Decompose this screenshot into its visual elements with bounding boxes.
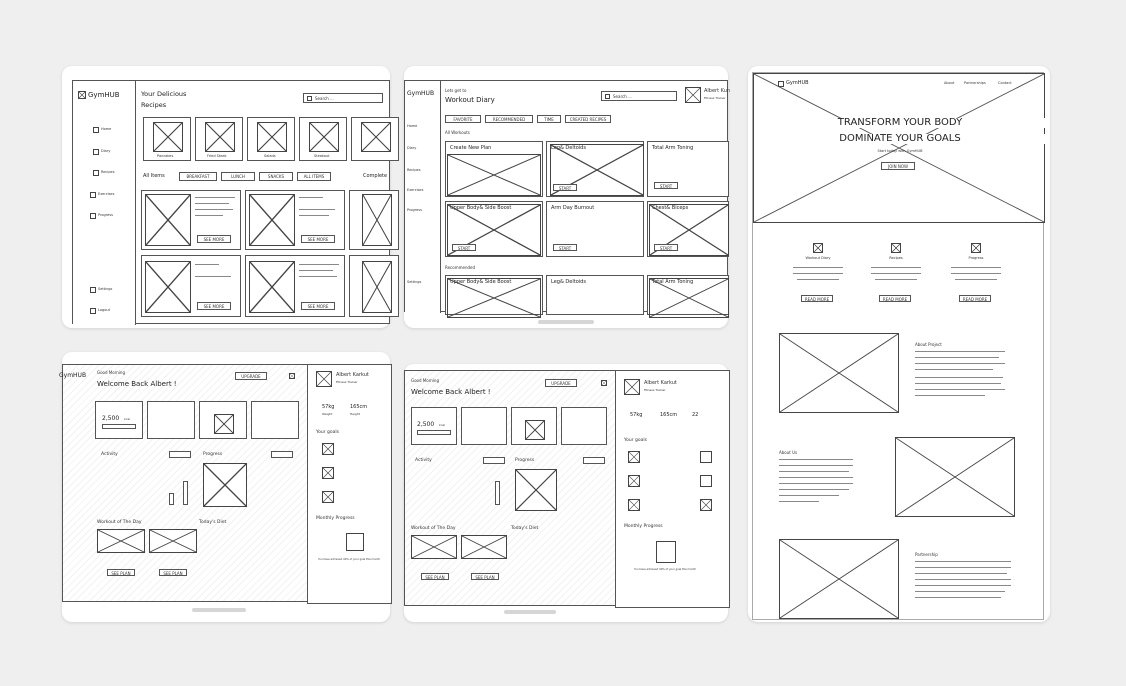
- sidebar-item-settings[interactable]: Settings: [98, 287, 113, 291]
- workout-card[interactable]: [546, 141, 644, 197]
- about-us-title: About Us: [779, 450, 798, 455]
- greeting: Good Morning: [411, 378, 439, 383]
- workout-title: Chest& Biceps: [652, 205, 689, 211]
- workout-day-label: Workout of The Day: [97, 520, 142, 525]
- category-label: Fried Steak: [207, 154, 227, 158]
- stat-card: [251, 401, 299, 439]
- progress-dropdown[interactable]: [583, 457, 605, 464]
- workout-title: Arm Day Burnout: [551, 205, 595, 211]
- about-us-image: [895, 437, 1015, 517]
- goal-icon: [628, 451, 640, 463]
- category-image: [361, 122, 391, 152]
- sidebar-item-diary[interactable]: Diary: [101, 149, 111, 153]
- partnership-image: [779, 539, 899, 619]
- recipe-card: [349, 190, 399, 250]
- brand-name: GymHUB: [59, 372, 87, 379]
- see-plan-button[interactable]: SEE PLAN: [107, 569, 135, 576]
- activity-bar: [169, 493, 174, 505]
- progress-dropdown[interactable]: [271, 451, 293, 458]
- workout-title: Total Arm Toning: [652, 279, 694, 285]
- workout-day-label: Workout of The Day: [411, 526, 456, 531]
- see-more-button[interactable]: SEE MORE: [301, 235, 335, 243]
- progress-label: Progress: [203, 452, 223, 457]
- scroll-handle[interactable]: [504, 610, 556, 614]
- stat-image: [214, 414, 234, 434]
- progress-label: Progress: [515, 458, 535, 463]
- nav-about[interactable]: About: [944, 81, 955, 85]
- dashboard-frame-2: [404, 370, 728, 606]
- feature-read-more[interactable]: READ MORE: [879, 295, 911, 302]
- category-image: [205, 122, 235, 152]
- tab-favorite[interactable]: FAVORITE: [445, 115, 481, 123]
- landing-frame: [752, 72, 1044, 620]
- monthly-progress-label: Monthly Progress: [624, 524, 663, 529]
- brand-name: GymHUB: [88, 91, 120, 99]
- feature-title: Recipes: [889, 256, 903, 260]
- complete-label: Complete: [363, 173, 388, 179]
- profile-name: Albert Karkut: [644, 380, 677, 386]
- category-image: [153, 122, 183, 152]
- feature-read-more[interactable]: READ MORE: [959, 295, 991, 302]
- goal-icon: [322, 467, 334, 479]
- progress-icon[interactable]: [90, 213, 96, 219]
- logout-icon[interactable]: [90, 308, 96, 314]
- age-value: 22: [692, 412, 699, 418]
- stat-card: [561, 407, 607, 445]
- workout-image: [447, 154, 541, 196]
- height-label: Height: [350, 412, 360, 416]
- hero-section: [753, 73, 1045, 223]
- user-name: Albert Kun: [704, 88, 731, 94]
- partnership-title: Partnership: [915, 552, 938, 557]
- recipe-card: [141, 255, 241, 317]
- sidebar-item-recipes[interactable]: Recipes: [407, 168, 421, 172]
- workout-card[interactable]: [445, 201, 543, 257]
- home-icon[interactable]: [93, 127, 99, 133]
- filter-breakfast[interactable]: BREAKFAST: [179, 172, 217, 181]
- see-plan-button[interactable]: SEE PLAN: [159, 569, 187, 576]
- hero-title-1: TRANSFORM YOUR BODY: [754, 118, 1046, 128]
- see-plan-button[interactable]: SEE PLAN: [421, 573, 449, 580]
- recipe-image: [249, 194, 295, 246]
- tab-recommended[interactable]: RECOMMENDED: [485, 115, 533, 123]
- workout-card[interactable]: [647, 201, 729, 257]
- stat-image: [525, 420, 545, 440]
- profile-role: Fitness Trainer: [336, 380, 358, 384]
- hero-title-2: DOMINATE YOUR GOALS: [754, 134, 1046, 144]
- stat-card: [147, 401, 195, 439]
- category-image: [257, 122, 287, 152]
- see-plan-button[interactable]: SEE PLAN: [471, 573, 499, 580]
- sidebar-item-recipes[interactable]: Recipes: [101, 170, 115, 174]
- stat-value: 2,500: [417, 421, 435, 428]
- profile-avatar: [624, 379, 640, 395]
- goal-icon: [322, 443, 334, 455]
- user-role: Fitness Trainer: [704, 96, 726, 100]
- filter-lunch[interactable]: LUNCH: [221, 172, 255, 181]
- activity-dropdown[interactable]: [169, 451, 191, 458]
- start-button[interactable]: START: [553, 184, 577, 191]
- start-button[interactable]: START: [452, 244, 476, 251]
- goal-icon: [628, 499, 640, 511]
- stat-value: 2,500: [102, 415, 120, 422]
- monthly-chart: [346, 533, 364, 551]
- section-all-workouts: All Workouts: [445, 130, 470, 135]
- activity-label: Activity: [101, 452, 118, 457]
- profile-panel: [307, 364, 392, 604]
- search-icon: [307, 96, 312, 101]
- progress-bar: [102, 424, 136, 429]
- nav-partnerships[interactable]: Partnerships: [964, 81, 986, 85]
- feature-icon: [813, 243, 823, 253]
- feature-read-more[interactable]: READ MORE: [801, 295, 833, 302]
- sidebar-item-progress[interactable]: Progress: [98, 213, 113, 217]
- recipes-title-2: Recipes: [141, 101, 167, 109]
- search-placeholder: Search ...: [613, 94, 632, 99]
- tab-created-recipes[interactable]: CREATED RECIPES: [565, 115, 611, 123]
- category-image: [309, 122, 339, 152]
- diary-icon[interactable]: [93, 149, 99, 155]
- diary-sidebar: [405, 81, 441, 313]
- diary-subtitle: Lets get to: [445, 88, 467, 93]
- sidebar-item-logout[interactable]: Logout: [98, 308, 110, 312]
- filter-all-items[interactable]: ALL ITEMS: [297, 172, 331, 181]
- goals-label: Your goals: [624, 438, 647, 443]
- recipe-image: [249, 261, 295, 313]
- workout-card[interactable]: [445, 141, 543, 197]
- scroll-handle[interactable]: [192, 608, 246, 612]
- exercises-icon[interactable]: [90, 192, 96, 198]
- sidebar-item-exercises[interactable]: Exercises: [407, 188, 424, 192]
- diary-frame: [404, 80, 731, 312]
- workout-title: Upper Body& Side Boost: [450, 279, 512, 285]
- profile-name: Albert Karkut: [336, 372, 369, 378]
- stat-unit: kcal: [439, 423, 446, 427]
- height-value: 165cm: [660, 412, 678, 418]
- about-project-image: [779, 333, 899, 413]
- recipe-image: [145, 194, 191, 246]
- close-icon[interactable]: [601, 380, 607, 386]
- hero-subtitle: Start today with GymHUB: [877, 149, 923, 153]
- goal-action-icon[interactable]: [700, 451, 712, 463]
- height-value: 165cm: [350, 404, 368, 410]
- todays-diet-label: Today's Diet: [199, 520, 227, 525]
- diary-card: [404, 66, 731, 328]
- goal-icon: [322, 491, 334, 503]
- recipe-image: [362, 261, 392, 313]
- category-pancakes[interactable]: [143, 117, 191, 161]
- monthly-progress-label: Monthly Progress: [316, 516, 355, 521]
- workout-title: Total Arm Toning: [652, 145, 694, 151]
- about-project-title: About Project: [915, 342, 942, 347]
- recommended-card[interactable]: [445, 275, 543, 315]
- welcome-title: Welcome Back Albert !: [97, 380, 177, 388]
- progress-chart: [203, 463, 247, 507]
- todays-diet-label: Today's Diet: [511, 526, 539, 531]
- start-button[interactable]: START: [654, 244, 678, 251]
- workout-title: Leg& Deltoids: [551, 145, 586, 151]
- recipes-frame: [72, 80, 390, 324]
- workout-image: [149, 529, 197, 553]
- stat-unit: kcal: [124, 417, 131, 421]
- profile-avatar: [316, 371, 332, 387]
- workout-title: Leg& Deltoids: [551, 279, 586, 285]
- sidebar-item-home[interactable]: Home: [407, 124, 418, 128]
- recipe-image: [362, 194, 392, 246]
- stat-card: [199, 401, 247, 439]
- sidebar-item-settings[interactable]: Settings: [407, 280, 422, 284]
- category-steakout[interactable]: [299, 117, 347, 161]
- see-more-button[interactable]: SEE MORE: [197, 302, 231, 310]
- brand-name: GymHUB: [407, 90, 435, 97]
- start-button[interactable]: START: [553, 244, 577, 251]
- goal-action-icon[interactable]: [700, 475, 712, 487]
- sidebar-item-home[interactable]: Home: [101, 127, 112, 131]
- activity-bar: [495, 481, 500, 505]
- recipe-card: [245, 255, 345, 317]
- workout-image: [447, 278, 541, 318]
- category-salads[interactable]: [247, 117, 295, 161]
- feature-icon: [891, 243, 901, 253]
- stat-card: [411, 407, 457, 445]
- dashboard-frame: [59, 364, 390, 602]
- filter-label: All Items: [143, 173, 165, 179]
- nav-contact[interactable]: Contact: [998, 81, 1012, 85]
- stat-card: [461, 407, 507, 445]
- recipes-sidebar: [73, 81, 136, 325]
- recipes-title: Your Delicious: [141, 90, 187, 98]
- workout-card[interactable]: [546, 201, 644, 257]
- workout-image: [649, 278, 729, 318]
- feature-title: Progress: [968, 256, 984, 260]
- progress-chart: [515, 469, 557, 511]
- dashboard-card: [59, 352, 390, 622]
- brand-logo-icon: [78, 91, 86, 99]
- sidebar-item-exercises[interactable]: Exercises: [98, 192, 115, 196]
- feature-title: Workout Diary: [805, 256, 831, 260]
- workout-title: Create New Plan: [450, 145, 492, 151]
- sidebar-item-diary[interactable]: Diary: [407, 146, 417, 150]
- close-icon[interactable]: [289, 373, 295, 379]
- see-more-button[interactable]: SEE MORE: [301, 302, 335, 310]
- goals-label: Your goals: [316, 430, 339, 435]
- category-label: Steakout: [314, 154, 330, 158]
- recommended-card[interactable]: [647, 275, 729, 315]
- profile-role: Fitness Trainer: [644, 388, 666, 392]
- settings-icon[interactable]: [90, 287, 96, 293]
- recipe-card: [349, 255, 399, 317]
- landing-brand: GymHUB: [786, 80, 809, 86]
- workout-title: Upper Body& Side Boost: [450, 205, 512, 211]
- landing-card: [748, 66, 1050, 622]
- weight-value: 57kg: [322, 404, 335, 410]
- workout-card[interactable]: [647, 141, 729, 197]
- recipe-card: [141, 190, 241, 250]
- weight-value: 57kg: [630, 412, 643, 418]
- avatar[interactable]: [685, 87, 701, 103]
- welcome-title: Welcome Back Albert !: [411, 388, 491, 396]
- goal-icon: [628, 475, 640, 487]
- monthly-note: You have achieved 40% of your goal this month: [318, 558, 380, 561]
- goal-action-icon[interactable]: [700, 499, 712, 511]
- upgrade-button[interactable]: UPGRADE: [235, 372, 267, 380]
- workout-image: [97, 529, 145, 553]
- upgrade-button[interactable]: UPGRADE: [545, 379, 577, 387]
- category-more[interactable]: [351, 117, 399, 161]
- progress-bar: [417, 430, 451, 435]
- profile-panel: [615, 370, 730, 608]
- weight-label: Weight: [322, 412, 333, 416]
- diary-title: Workout Diary: [445, 96, 495, 104]
- see-more-button[interactable]: SEE MORE: [197, 235, 231, 243]
- hero-cta-button[interactable]: JOIN NOW: [881, 162, 915, 170]
- section-recommended: Recommended: [445, 265, 476, 270]
- activity-label: Activity: [415, 458, 432, 463]
- recipes-icon[interactable]: [93, 170, 99, 176]
- workout-image: [461, 535, 507, 559]
- monthly-note: You have achieved 40% of your goal this month: [634, 568, 696, 571]
- search-placeholder: Search ...: [315, 96, 334, 101]
- recipe-image: [145, 261, 191, 313]
- filter-snacks[interactable]: SNACKS: [259, 172, 293, 181]
- workout-image: [411, 535, 457, 559]
- diary-search-input[interactable]: [601, 91, 677, 101]
- activity-bar: [183, 481, 188, 505]
- dashboard-card-2: [404, 364, 728, 622]
- category-fried-steak[interactable]: [195, 117, 243, 161]
- search-icon: [605, 94, 610, 99]
- recipe-card: [245, 190, 345, 250]
- search-input[interactable]: [303, 93, 383, 103]
- brand-logo-icon: [778, 81, 784, 87]
- feature-icon: [971, 243, 981, 253]
- start-button[interactable]: START: [654, 182, 678, 189]
- sidebar-item-progress[interactable]: Progress: [407, 208, 422, 212]
- stat-card: [95, 401, 143, 439]
- recommended-card[interactable]: [546, 275, 644, 315]
- category-label: Pancakes: [157, 154, 174, 158]
- activity-dropdown[interactable]: [483, 457, 505, 464]
- stat-card: [511, 407, 557, 445]
- scroll-handle[interactable]: [538, 320, 594, 324]
- tab-time[interactable]: TIME: [537, 115, 561, 123]
- monthly-chart: [656, 541, 676, 563]
- recipes-card: [62, 66, 390, 328]
- greeting: Good Morning: [97, 370, 125, 375]
- category-label: Salads: [264, 154, 276, 158]
